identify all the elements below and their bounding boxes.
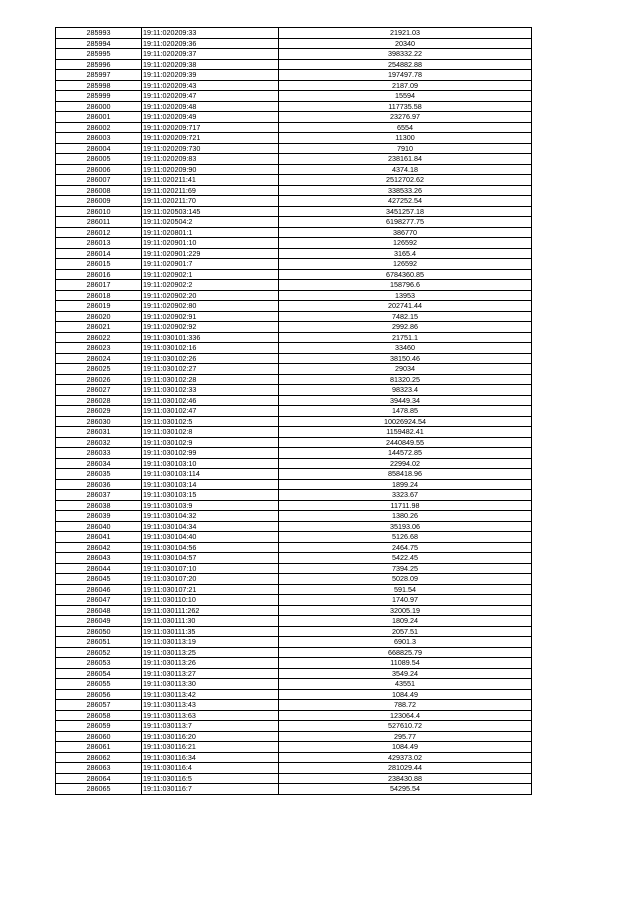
value-cell: 427252.54 [279, 196, 532, 207]
row-number-cell: 286024 [56, 353, 142, 364]
row-number-cell: 286009 [56, 196, 142, 207]
row-number-cell: 286062 [56, 752, 142, 763]
cadastral-number-cell: 19:11:030102:8 [142, 427, 279, 438]
cadastral-number-cell: 19:11:030116:21 [142, 742, 279, 753]
row-number-cell: 286045 [56, 574, 142, 585]
value-cell: 6554 [279, 122, 532, 133]
table-row [56, 248, 532, 259]
row-number-cell: 286016 [56, 269, 142, 280]
row-number-cell: 286006 [56, 164, 142, 175]
table-row [56, 154, 532, 165]
row-number-cell: 286059 [56, 721, 142, 732]
value-cell: 1084.49 [279, 689, 532, 700]
value-cell: 668825.79 [279, 647, 532, 658]
cadastral-number-cell: 19:11:030104:32 [142, 511, 279, 522]
table-row [56, 374, 532, 385]
cadastral-number-cell: 19:11:030103:9 [142, 500, 279, 511]
cadastral-number-cell: 19:11:030113:19 [142, 637, 279, 648]
table-row [56, 647, 532, 658]
cadastral-number-cell: 19:11:030111:30 [142, 616, 279, 627]
cadastral-number-cell: 19:11:030113:25 [142, 647, 279, 658]
cadastral-number-cell: 19:11:030110:10 [142, 595, 279, 606]
cadastral-number-cell: 19:11:030103:15 [142, 490, 279, 501]
table-row [56, 563, 532, 574]
row-number-cell: 286028 [56, 395, 142, 406]
table-row [56, 322, 532, 333]
row-number-cell: 286031 [56, 427, 142, 438]
cadastral-number-cell: 19:11:020209:38 [142, 59, 279, 70]
value-cell: 1478.85 [279, 406, 532, 417]
value-cell: 3549.24 [279, 668, 532, 679]
cadastral-number-cell: 19:11:030102:5 [142, 416, 279, 427]
value-cell: 1740.97 [279, 595, 532, 606]
table-row [56, 364, 532, 375]
cadastral-number-cell: 19:11:030104:56 [142, 542, 279, 553]
table-row [56, 626, 532, 637]
value-cell: 3323.67 [279, 490, 532, 501]
value-cell: 1380.26 [279, 511, 532, 522]
cadastral-number-cell: 19:11:030102:28 [142, 374, 279, 385]
value-cell: 117735.58 [279, 101, 532, 112]
value-cell: 338533.26 [279, 185, 532, 196]
table-row [56, 280, 532, 291]
value-cell: 527610.72 [279, 721, 532, 732]
table-row [56, 49, 532, 60]
cadastral-number-cell: 19:11:030116:4 [142, 763, 279, 774]
cadastral-number-cell: 19:11:030116:34 [142, 752, 279, 763]
row-number-cell: 286044 [56, 563, 142, 574]
table-row [56, 742, 532, 753]
value-cell: 33460 [279, 343, 532, 354]
value-cell: 2992.86 [279, 322, 532, 333]
table-row [56, 38, 532, 49]
table-row [56, 721, 532, 732]
value-cell: 5422.45 [279, 553, 532, 564]
cadastral-number-cell: 19:11:030116:5 [142, 773, 279, 784]
row-number-cell: 286001 [56, 112, 142, 123]
value-cell: 39449.34 [279, 395, 532, 406]
row-number-cell: 286060 [56, 731, 142, 742]
table-row [56, 70, 532, 81]
table-row [56, 490, 532, 501]
cadastral-number-cell: 19:11:020901:10 [142, 238, 279, 249]
row-number-cell: 286034 [56, 458, 142, 469]
row-number-cell: 285997 [56, 70, 142, 81]
row-number-cell: 286036 [56, 479, 142, 490]
table-row [56, 427, 532, 438]
cadastral-number-cell: 19:11:030116:7 [142, 784, 279, 795]
row-number-cell: 286052 [56, 647, 142, 658]
table-row [56, 574, 532, 585]
table-row [56, 259, 532, 270]
row-number-cell: 285994 [56, 38, 142, 49]
value-cell: 11711.98 [279, 500, 532, 511]
cadastral-number-cell: 19:11:020209:90 [142, 164, 279, 175]
table-row [56, 269, 532, 280]
value-cell: 81320.25 [279, 374, 532, 385]
table-row [56, 80, 532, 91]
value-cell: 144572.85 [279, 448, 532, 459]
cadastral-number-cell: 19:11:030113:27 [142, 668, 279, 679]
table-row [56, 595, 532, 606]
value-cell: 29034 [279, 364, 532, 375]
cadastral-number-cell: 19:11:030107:21 [142, 584, 279, 595]
cadastral-number-cell: 19:11:030113:7 [142, 721, 279, 732]
table-row [56, 238, 532, 249]
cadastral-number-cell: 19:11:030102:47 [142, 406, 279, 417]
table-row [56, 689, 532, 700]
value-cell: 23276.97 [279, 112, 532, 123]
cadastral-number-cell: 19:11:020209:48 [142, 101, 279, 112]
row-number-cell: 286000 [56, 101, 142, 112]
value-cell: 54295.54 [279, 784, 532, 795]
cadastral-number-cell: 19:11:030103:114 [142, 469, 279, 480]
row-number-cell: 285995 [56, 49, 142, 60]
cadastral-number-cell: 19:11:030113:42 [142, 689, 279, 700]
cadastral-number-cell: 19:11:030102:26 [142, 353, 279, 364]
value-cell: 7394.25 [279, 563, 532, 574]
cadastral-number-cell: 19:11:030103:14 [142, 479, 279, 490]
table-row [56, 196, 532, 207]
value-cell: 238161.84 [279, 154, 532, 165]
row-number-cell: 286026 [56, 374, 142, 385]
table-row [56, 469, 532, 480]
table-row [56, 710, 532, 721]
row-number-cell: 286005 [56, 154, 142, 165]
value-cell: 1084.49 [279, 742, 532, 753]
row-number-cell: 286035 [56, 469, 142, 480]
table-row [56, 112, 532, 123]
value-cell: 20340 [279, 38, 532, 49]
value-cell: 6784360.85 [279, 269, 532, 280]
row-number-cell: 286019 [56, 301, 142, 312]
row-number-cell: 286014 [56, 248, 142, 259]
table-row [56, 448, 532, 459]
value-cell: 5126.68 [279, 532, 532, 543]
row-number-cell: 286037 [56, 490, 142, 501]
value-cell: 3165.4 [279, 248, 532, 259]
row-number-cell: 286056 [56, 689, 142, 700]
table-row [56, 343, 532, 354]
value-cell: 2512702.62 [279, 175, 532, 186]
table-row [56, 122, 532, 133]
table-row [56, 658, 532, 669]
table-row [56, 59, 532, 70]
cadastral-number-cell: 19:11:020209:47 [142, 91, 279, 102]
table-row [56, 511, 532, 522]
value-cell: 21751.1 [279, 332, 532, 343]
table-row [56, 101, 532, 112]
row-number-cell: 285998 [56, 80, 142, 91]
cadastral-number-cell: 19:11:020209:39 [142, 70, 279, 81]
table-row [56, 752, 532, 763]
table-row [56, 616, 532, 627]
value-cell: 126592 [279, 259, 532, 270]
value-cell: 2187.09 [279, 80, 532, 91]
cadastral-number-cell: 19:11:020902:91 [142, 311, 279, 322]
table-row [56, 227, 532, 238]
value-cell: 22994.02 [279, 458, 532, 469]
value-cell: 38150.46 [279, 353, 532, 364]
value-cell: 21921.03 [279, 28, 532, 39]
row-number-cell: 286015 [56, 259, 142, 270]
cadastral-number-cell: 19:11:020504:2 [142, 217, 279, 228]
value-cell: 202741.44 [279, 301, 532, 312]
table-row [56, 353, 532, 364]
row-number-cell: 286032 [56, 437, 142, 448]
table-body [56, 28, 532, 795]
row-number-cell: 286012 [56, 227, 142, 238]
table-row [56, 185, 532, 196]
cadastral-number-cell: 19:11:030111:35 [142, 626, 279, 637]
cadastral-number-cell: 19:11:030107:20 [142, 574, 279, 585]
cadastral-number-cell: 19:11:020902:1 [142, 269, 279, 280]
value-cell: 123064.4 [279, 710, 532, 721]
cadastral-number-cell: 19:11:030104:57 [142, 553, 279, 564]
row-number-cell: 286013 [56, 238, 142, 249]
table-row [56, 542, 532, 553]
table-row [56, 763, 532, 774]
cadastral-number-cell: 19:11:030104:34 [142, 521, 279, 532]
row-number-cell: 286003 [56, 133, 142, 144]
row-number-cell: 286010 [56, 206, 142, 217]
row-number-cell: 286040 [56, 521, 142, 532]
row-number-cell: 286007 [56, 175, 142, 186]
value-cell: 591.54 [279, 584, 532, 595]
table-row [56, 437, 532, 448]
cadastral-number-cell: 19:11:020209:730 [142, 143, 279, 154]
cadastral-number-cell: 19:11:030107:10 [142, 563, 279, 574]
row-number-cell: 286029 [56, 406, 142, 417]
cadastral-number-cell: 19:11:020902:20 [142, 290, 279, 301]
row-number-cell: 286057 [56, 700, 142, 711]
value-cell: 43551 [279, 679, 532, 690]
cadastral-number-cell: 19:11:030102:27 [142, 364, 279, 375]
row-number-cell: 286033 [56, 448, 142, 459]
cadastral-number-cell: 19:11:030116:20 [142, 731, 279, 742]
row-number-cell: 286051 [56, 637, 142, 648]
table-row [56, 773, 532, 784]
value-cell: 7910 [279, 143, 532, 154]
cadastral-number-cell: 19:11:020209:43 [142, 80, 279, 91]
cadastral-number-cell: 19:11:030102:16 [142, 343, 279, 354]
row-number-cell: 286017 [56, 280, 142, 291]
value-cell: 98323.4 [279, 385, 532, 396]
cadastral-number-cell: 19:11:030113:43 [142, 700, 279, 711]
row-number-cell: 286048 [56, 605, 142, 616]
value-cell: 788.72 [279, 700, 532, 711]
row-number-cell: 285993 [56, 28, 142, 39]
table-row [56, 133, 532, 144]
table-row [56, 637, 532, 648]
row-number-cell: 286049 [56, 616, 142, 627]
table-row [56, 385, 532, 396]
value-cell: 32005.19 [279, 605, 532, 616]
cadastral-number-cell: 19:11:030102:99 [142, 448, 279, 459]
table-row [56, 311, 532, 322]
value-cell: 254882.88 [279, 59, 532, 70]
value-cell: 2057.51 [279, 626, 532, 637]
row-number-cell: 286047 [56, 595, 142, 606]
cadastral-number-cell: 19:11:030102:9 [142, 437, 279, 448]
cadastral-number-cell: 19:11:020211:41 [142, 175, 279, 186]
cadastral-number-cell: 19:11:020901:7 [142, 259, 279, 270]
row-number-cell: 286063 [56, 763, 142, 774]
table-row [56, 406, 532, 417]
row-number-cell: 286011 [56, 217, 142, 228]
cadastral-number-cell: 19:11:020902:92 [142, 322, 279, 333]
value-cell: 281029.44 [279, 763, 532, 774]
row-number-cell: 285999 [56, 91, 142, 102]
cadastral-number-cell: 19:11:020503:145 [142, 206, 279, 217]
cadastral-number-cell: 19:11:030102:46 [142, 395, 279, 406]
cadastral-number-cell: 19:11:030103:10 [142, 458, 279, 469]
cadastral-number-cell: 19:11:030111:262 [142, 605, 279, 616]
table-row [56, 605, 532, 616]
row-number-cell: 286018 [56, 290, 142, 301]
value-cell: 6901.3 [279, 637, 532, 648]
value-cell: 197497.78 [279, 70, 532, 81]
row-number-cell: 286030 [56, 416, 142, 427]
row-number-cell: 286002 [56, 122, 142, 133]
table-row [56, 458, 532, 469]
value-cell: 2440849.55 [279, 437, 532, 448]
table-row [56, 479, 532, 490]
cadastral-number-cell: 19:11:020901:229 [142, 248, 279, 259]
table-row [56, 164, 532, 175]
value-cell: 295.77 [279, 731, 532, 742]
row-number-cell: 286004 [56, 143, 142, 154]
row-number-cell: 286020 [56, 311, 142, 322]
table-row [56, 553, 532, 564]
document-page [55, 27, 531, 795]
cadastral-number-cell: 19:11:020801:1 [142, 227, 279, 238]
cadastral-number-cell: 19:11:020209:36 [142, 38, 279, 49]
table-row [56, 500, 532, 511]
row-number-cell: 286050 [56, 626, 142, 637]
table-row [56, 584, 532, 595]
row-number-cell: 286022 [56, 332, 142, 343]
value-cell: 2464.75 [279, 542, 532, 553]
value-cell: 35193.06 [279, 521, 532, 532]
row-number-cell: 286046 [56, 584, 142, 595]
cadastral-number-cell: 19:11:030113:26 [142, 658, 279, 669]
cadastral-number-cell: 19:11:030104:40 [142, 532, 279, 543]
table-row [56, 700, 532, 711]
table-row [56, 784, 532, 795]
row-number-cell: 286065 [56, 784, 142, 795]
cadastral-number-cell: 19:11:020209:717 [142, 122, 279, 133]
table-row [56, 206, 532, 217]
row-number-cell: 286041 [56, 532, 142, 543]
table-row [56, 301, 532, 312]
cadastral-number-cell: 19:11:020209:83 [142, 154, 279, 165]
value-cell: 11089.54 [279, 658, 532, 669]
cadastral-number-cell: 19:11:030101:336 [142, 332, 279, 343]
row-number-cell: 286025 [56, 364, 142, 375]
row-number-cell: 286021 [56, 322, 142, 333]
table-row [56, 28, 532, 39]
value-cell: 5028.09 [279, 574, 532, 585]
value-cell: 126592 [279, 238, 532, 249]
table-row [56, 175, 532, 186]
cadastral-number-cell: 19:11:020211:70 [142, 196, 279, 207]
value-cell: 7482.15 [279, 311, 532, 322]
row-number-cell: 286039 [56, 511, 142, 522]
value-cell: 11300 [279, 133, 532, 144]
row-number-cell: 286055 [56, 679, 142, 690]
value-cell: 13953 [279, 290, 532, 301]
row-number-cell: 286038 [56, 500, 142, 511]
value-cell: 10026924.54 [279, 416, 532, 427]
table-row [56, 521, 532, 532]
cadastral-number-cell: 19:11:030113:63 [142, 710, 279, 721]
data-table [55, 27, 532, 795]
row-number-cell: 286043 [56, 553, 142, 564]
value-cell: 858418.96 [279, 469, 532, 480]
table-row [56, 679, 532, 690]
table-row [56, 731, 532, 742]
cadastral-number-cell: 19:11:030102:33 [142, 385, 279, 396]
value-cell: 1159482.41 [279, 427, 532, 438]
table-row [56, 91, 532, 102]
cadastral-number-cell: 19:11:030113:30 [142, 679, 279, 690]
value-cell: 398332.22 [279, 49, 532, 60]
value-cell: 386770 [279, 227, 532, 238]
cadastral-number-cell: 19:11:020211:69 [142, 185, 279, 196]
cadastral-number-cell: 19:11:020209:37 [142, 49, 279, 60]
table-row [56, 395, 532, 406]
value-cell: 1809.24 [279, 616, 532, 627]
row-number-cell: 286053 [56, 658, 142, 669]
table-row [56, 143, 532, 154]
table-row [56, 332, 532, 343]
row-number-cell: 286061 [56, 742, 142, 753]
cadastral-number-cell: 19:11:020902:80 [142, 301, 279, 312]
value-cell: 6198277.75 [279, 217, 532, 228]
value-cell: 4374.18 [279, 164, 532, 175]
table-row [56, 217, 532, 228]
value-cell: 238430.88 [279, 773, 532, 784]
row-number-cell: 286054 [56, 668, 142, 679]
value-cell: 15594 [279, 91, 532, 102]
row-number-cell: 286023 [56, 343, 142, 354]
table-row [56, 668, 532, 679]
cadastral-number-cell: 19:11:020209:33 [142, 28, 279, 39]
table-row [56, 532, 532, 543]
value-cell: 3451257.18 [279, 206, 532, 217]
cadastral-number-cell: 19:11:020209:721 [142, 133, 279, 144]
cadastral-number-cell: 19:11:020902:2 [142, 280, 279, 291]
row-number-cell: 286058 [56, 710, 142, 721]
cadastral-number-cell: 19:11:020209:49 [142, 112, 279, 123]
row-number-cell: 286008 [56, 185, 142, 196]
row-number-cell: 286064 [56, 773, 142, 784]
table-row [56, 290, 532, 301]
row-number-cell: 286042 [56, 542, 142, 553]
value-cell: 1899.24 [279, 479, 532, 490]
table-row [56, 416, 532, 427]
value-cell: 158796.6 [279, 280, 532, 291]
row-number-cell: 285996 [56, 59, 142, 70]
row-number-cell: 286027 [56, 385, 142, 396]
value-cell: 429373.02 [279, 752, 532, 763]
